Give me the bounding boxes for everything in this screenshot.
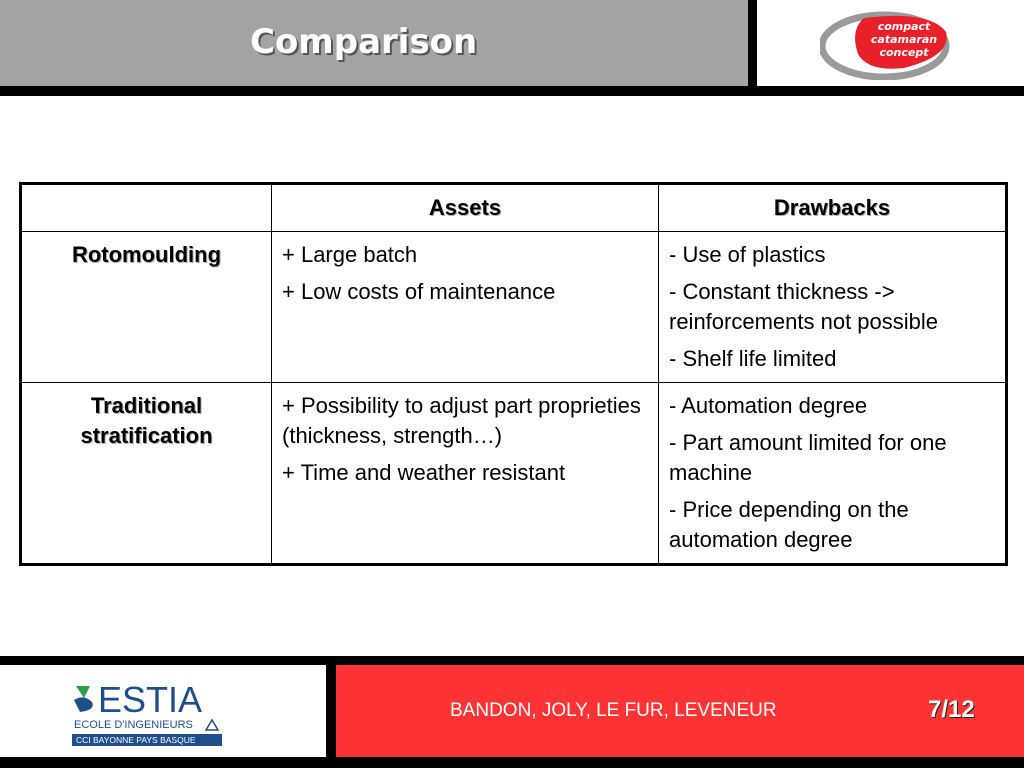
table-row bbox=[21, 232, 1007, 383]
list-item: + Time and weather resistant bbox=[282, 460, 566, 485]
logo-text-line-2: catamaran bbox=[870, 33, 938, 46]
list-item: - Price depending on the automation degree bbox=[669, 497, 909, 552]
page-title: Comparison bbox=[250, 22, 478, 62]
page-number: 7/12 bbox=[928, 696, 975, 723]
footer-rule bbox=[0, 656, 1024, 665]
table-row bbox=[21, 383, 1007, 565]
list-item: + Low costs of maintenance bbox=[282, 279, 556, 304]
logo-text-line-1: compact bbox=[877, 20, 931, 33]
footer-divider bbox=[326, 665, 336, 768]
estia-logo-line-1: ECOLE D'INGENIEURS bbox=[74, 719, 193, 731]
header-divider bbox=[748, 0, 757, 86]
comparison-table bbox=[19, 182, 1008, 566]
row-label-traditional-stratification: Traditional stratification bbox=[21, 383, 272, 565]
list-item: - Automation degree bbox=[669, 393, 868, 418]
table-header-row bbox=[21, 184, 1007, 232]
footer-authors: BANDON, JOLY, LE FUR, LEVENEUR bbox=[450, 700, 777, 721]
list-item: + Large batch bbox=[282, 242, 418, 267]
compact-catamaran-concept-logo bbox=[820, 6, 960, 80]
logo-text-line-3: concept bbox=[879, 46, 929, 59]
column-header-empty bbox=[21, 184, 272, 232]
drawbacks-cell bbox=[659, 383, 1007, 565]
list-item: - Constant thickness -> reinforcements not possible bbox=[669, 279, 939, 334]
list-item: - Part amount limited for one machine bbox=[669, 430, 947, 485]
list-item: - Use of plastics bbox=[669, 242, 826, 267]
list-item: - Shelf life limited bbox=[669, 346, 837, 371]
estia-logo-line-2: CCI BAYONNE PAYS BASQUE bbox=[76, 735, 196, 745]
estia-logo-name: ESTIA bbox=[98, 679, 203, 720]
footer-bottom-rule bbox=[0, 757, 1024, 768]
column-header-assets: Assets bbox=[272, 184, 659, 232]
drawbacks-cell bbox=[659, 232, 1007, 383]
header-rule bbox=[0, 86, 1024, 96]
triangle-icon bbox=[206, 720, 218, 730]
list-item: + Possibility to adjust part proprieties (thickness, strength…) bbox=[282, 393, 641, 448]
estia-logo bbox=[70, 678, 230, 748]
assets-cell bbox=[272, 232, 659, 383]
row-label-rotomoulding: Rotomoulding bbox=[21, 232, 272, 383]
assets-cell bbox=[272, 383, 659, 565]
column-header-drawbacks: Drawbacks bbox=[659, 184, 1007, 232]
